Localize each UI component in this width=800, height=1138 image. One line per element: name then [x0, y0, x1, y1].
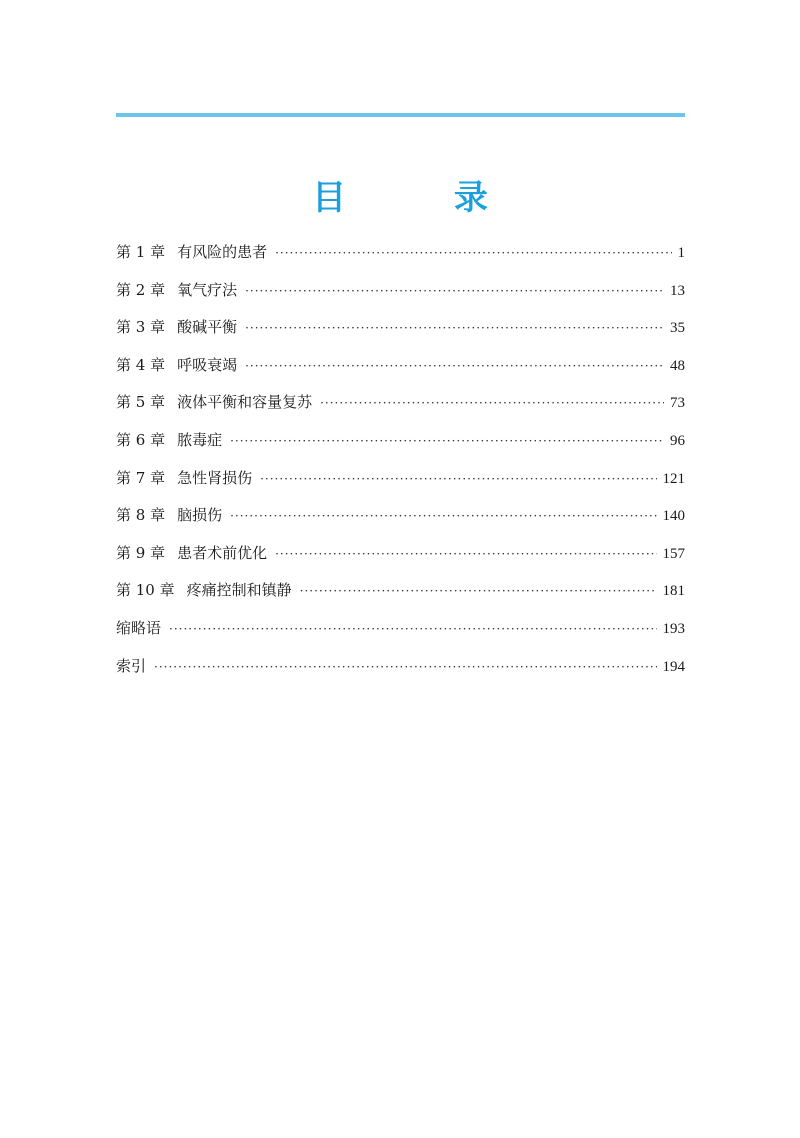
toc-chapter-title: 脑损伤	[177, 506, 223, 525]
toc-chapter-number: 第 2 章	[116, 280, 166, 299]
toc-chapter-title: 呼吸衰竭	[177, 355, 238, 374]
toc-chapter-number: 第 4 章	[116, 355, 166, 374]
toc-list	[116, 234, 685, 685]
toc-dot-leader	[245, 310, 664, 348]
toc-dot-leader	[230, 423, 664, 461]
toc-chapter-title: 酸碱平衡	[177, 318, 238, 337]
toc-entry-abbreviations[interactable]	[116, 610, 685, 648]
toc-page-number: 140	[662, 508, 685, 525]
toc-chapter-title: 索引	[116, 656, 147, 675]
toc-chapter-number: 第 5 章	[116, 393, 166, 412]
toc-chapter-number: 第 8 章	[116, 506, 166, 525]
toc-entry-3[interactable]	[116, 309, 685, 347]
toc-chapter-title: 缩略语	[116, 618, 162, 637]
toc-dot-leader	[275, 235, 671, 273]
toc-page-number: 35	[670, 320, 685, 337]
toc-page-number: 96	[670, 432, 685, 449]
top-rule	[116, 113, 685, 117]
toc-chapter-title: 急性肾损伤	[177, 468, 253, 487]
toc-page-number: 193	[662, 620, 685, 637]
toc-entry-7[interactable]	[116, 460, 685, 498]
toc-chapter-number: 第 3 章	[116, 318, 166, 337]
toc-page-number: 121	[662, 470, 685, 487]
page-title: 目 录	[312, 177, 536, 218]
toc-dot-leader	[230, 498, 656, 536]
toc-page-number: 48	[670, 357, 685, 374]
toc-dot-leader	[245, 273, 664, 311]
toc-entry-10[interactable]	[116, 572, 685, 610]
toc-entry-4[interactable]	[116, 347, 685, 385]
toc-page-number: 13	[670, 282, 685, 299]
toc-chapter-number: 第 9 章	[116, 543, 166, 562]
toc-dot-leader	[320, 385, 664, 423]
toc-entry-2[interactable]	[116, 272, 685, 310]
toc-entry-1[interactable]	[116, 234, 685, 272]
toc-dot-leader	[260, 461, 656, 499]
toc-chapter-title: 液体平衡和容量复苏	[177, 393, 313, 412]
toc-chapter-title: 疼痛控制和镇静	[186, 581, 292, 600]
toc-chapter-title: 有风险的患者	[177, 243, 268, 261]
toc-entry-5[interactable]	[116, 384, 685, 422]
toc-dot-leader	[275, 536, 656, 574]
toc-page-number: 181	[662, 583, 685, 600]
toc-entry-index[interactable]	[116, 648, 685, 686]
toc-entry-6[interactable]	[116, 422, 685, 460]
toc-chapter-number: 第 7 章	[116, 468, 166, 487]
toc-chapter-number: 第 1 章	[116, 243, 166, 261]
toc-dot-leader	[154, 649, 656, 687]
toc-chapter-number: 第 6 章	[116, 430, 166, 449]
toc-entry-9[interactable]	[116, 535, 685, 573]
toc-dot-leader	[245, 348, 664, 386]
toc-chapter-title: 患者术前优化	[177, 543, 268, 562]
toc-page-number: 1	[677, 245, 685, 261]
toc-page-number: 194	[662, 658, 685, 675]
toc-page-number: 157	[662, 545, 685, 562]
toc-entry-8[interactable]	[116, 497, 685, 535]
toc-dot-leader	[169, 611, 656, 649]
toc-dot-leader	[300, 573, 657, 611]
toc-chapter-title: 氧气疗法	[177, 280, 238, 299]
toc-chapter-number: 第 10 章	[116, 581, 175, 600]
toc-page-number: 73	[670, 395, 685, 412]
toc-chapter-title: 脓毒症	[177, 430, 223, 449]
